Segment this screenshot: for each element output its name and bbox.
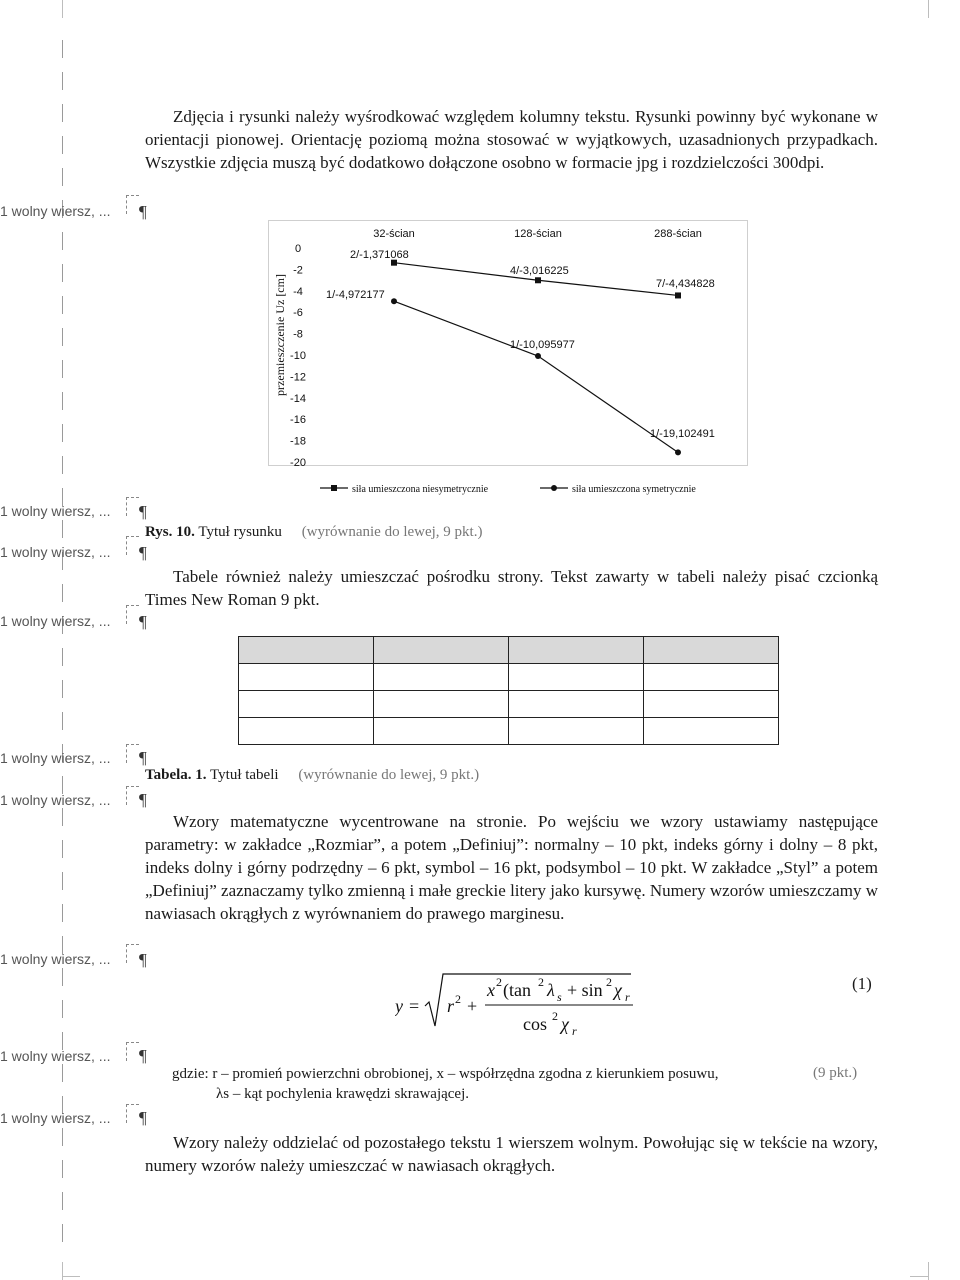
- table-row: [239, 664, 779, 691]
- svg-text:2: 2: [606, 975, 612, 989]
- svg-text:s: s: [557, 990, 562, 1004]
- data-point-marker: [391, 298, 397, 304]
- table-cell[interactable]: [644, 637, 779, 664]
- table-cell[interactable]: [374, 664, 509, 691]
- y-tick-label: -16: [290, 414, 306, 427]
- formula-explanation-line-2: λs – kąt pochylenia krawędzi skrawającej.: [216, 1086, 470, 1102]
- margin-rule-dash: [62, 840, 63, 858]
- comment-connector: [126, 786, 139, 805]
- margin-rule-dash: [62, 328, 63, 346]
- svg-text:χ: χ: [561, 1014, 569, 1034]
- table-caption-label: Tabela. 1.: [145, 767, 207, 783]
- data-point-marker: [675, 292, 681, 298]
- svg-text:2: 2: [455, 992, 461, 1006]
- margin-rule-dash: [62, 648, 63, 666]
- margin-rule-dash: [62, 72, 63, 90]
- crop-mark-top-left: [62, 0, 63, 18]
- margin-comment[interactable]: 1 wolny wiersz, ...: [0, 544, 111, 560]
- svg-text:(tan: (tan: [503, 980, 531, 1000]
- comment-connector: [126, 1042, 139, 1061]
- paragraph-formula-spacing: [145, 1131, 878, 1177]
- margin-rule-dash: [62, 456, 63, 474]
- paragraph-figures-text: Zdjęcia i rysunki należy wyśrodkować względem kolumny tekstu. Rysunki powinny być wykonane w orientacji pionowej. Orientację poziomą można stosować w wyjątkowych, uzasadnionych przypadkach. Wszystkie zdjęcia muszą być dodatkowo dołączone osobno w formacie jpg i rozdzielczości 300dpi.: [145, 107, 878, 172]
- crop-mark-top-right: [928, 0, 929, 18]
- margin-rule-dash: [62, 584, 63, 602]
- comment-connector: [126, 605, 139, 624]
- y-tick-label: -12: [290, 371, 306, 384]
- table-caption: [145, 767, 479, 784]
- pilcrow-mark: ¶: [139, 502, 147, 521]
- y-tick-label: -10: [290, 350, 306, 362]
- data-label: 1/-4,972177: [326, 289, 385, 301]
- data-label: 7/-4,434828: [656, 278, 715, 290]
- y-tick-label: -8: [293, 328, 303, 341]
- margin-rule-dash: [62, 392, 63, 410]
- formula-explanation-note: (9 pkt.): [813, 1065, 858, 1081]
- legend-marker: [331, 485, 337, 491]
- svg-text:r: r: [625, 990, 630, 1004]
- table-caption-title: Tytuł tabeli: [210, 767, 279, 783]
- margin-rule-dash: [62, 232, 63, 250]
- y-axis-label: przemieszczenie Uz [cm]: [273, 274, 287, 396]
- pilcrow-mark: ¶: [139, 612, 147, 631]
- margin-rule-dash: [62, 360, 63, 378]
- margin-rule-dash: [62, 904, 63, 922]
- crop-mark-bottom-left: [62, 1262, 63, 1280]
- table-cell[interactable]: [374, 691, 509, 718]
- margin-rule-dash: [62, 520, 63, 538]
- y-tick-label: -14: [290, 392, 306, 405]
- paragraph-formula-spacing-text: Wzory należy oddzielać od pozostałego tekstu 1 wierszem wolnym. Powołując się w tekście na wzory, numery wzorów należy umieszczać w nawiasach okrągłych.: [145, 1133, 878, 1175]
- category-label: 128-ścian: [514, 228, 562, 240]
- table-cell[interactable]: [644, 664, 779, 691]
- svg-text:+: +: [467, 996, 478, 1016]
- margin-rule-dash: [62, 104, 63, 122]
- margin-comment[interactable]: 1 wolny wiersz, ...: [0, 1110, 111, 1126]
- comment-connector: [126, 195, 139, 214]
- paragraph-figures: [145, 105, 878, 174]
- svg-text:λ: λ: [547, 980, 555, 1000]
- svg-text:cos: cos: [523, 1014, 547, 1034]
- svg-text:=: =: [409, 996, 420, 1016]
- margin-rule-dash: [62, 40, 63, 58]
- category-label: 288-ścian: [654, 228, 702, 240]
- data-label: 2/-1,371068: [350, 249, 409, 261]
- pilcrow-mark: ¶: [139, 950, 147, 969]
- data-point-marker: [535, 353, 541, 359]
- margin-rule-dash: [62, 296, 63, 314]
- table-row: [239, 691, 779, 718]
- pilcrow-mark: ¶: [139, 790, 147, 809]
- paragraph-formulas-text: Wzory matematyczne wycentrowane na stronie. Po wejściu we wzory ustawiamy następujące parametry: w zakładce „Rozmiar”, a potem „Definiuj”: normalny – 10 pkt, indeks górny i dolny – 8 pkt, indeks dolny i górny podrzędny – 6 pkt, symbol – 16 pkt, podsymbol – 10 pkt. W zakładce „Styl” a potem „Definiuj” zaznaczamy tylko zmienną i małe greckie litery jako kursywę. Numery wzorów umieszczamy w nawiasach okrągłych z wyrównaniem do prawego marginesu.: [145, 812, 878, 923]
- svg-text:2: 2: [538, 975, 544, 989]
- margin-rule-dash: [62, 1160, 63, 1178]
- pilcrow-mark: ¶: [139, 543, 147, 562]
- comment-connector: [126, 497, 139, 516]
- margin-rule-dash: [62, 1224, 63, 1242]
- table-header-row: [239, 637, 779, 664]
- margin-rule-dash: [62, 168, 63, 186]
- crop-mark-bottom-line: [62, 1276, 80, 1277]
- margin-comment[interactable]: 1 wolny wiersz, ...: [0, 792, 111, 808]
- crop-mark-bottom-line-right: [910, 1276, 928, 1277]
- margin-rule-dash: [62, 872, 63, 890]
- y-tick-label: 0: [294, 243, 302, 255]
- margin-rule-dash: [62, 1128, 63, 1146]
- margin-rule-dash: [62, 968, 63, 986]
- margin-rule-dash: [62, 712, 63, 730]
- y-tick-label: -2: [293, 264, 303, 277]
- svg-text:χ: χ: [614, 980, 622, 1000]
- svg-text:y: y: [395, 996, 403, 1016]
- svg-text:+ sin: + sin: [567, 980, 603, 1000]
- y-tick-label: -20: [290, 457, 306, 469]
- margin-comment[interactable]: 1 wolny wiersz, ...: [0, 1048, 111, 1064]
- y-tick-label: -18: [290, 435, 306, 448]
- series-line: [394, 301, 678, 452]
- margin-rule-dash: [62, 264, 63, 282]
- data-point-marker: [535, 277, 541, 283]
- figure-caption-label: Rys. 10.: [145, 524, 195, 540]
- table-cell[interactable]: [509, 718, 644, 745]
- table-cell[interactable]: [374, 637, 509, 664]
- comment-connector: [126, 1104, 139, 1123]
- y-tick-label: -6: [293, 307, 303, 320]
- margin-comment[interactable]: 1 wolny wiersz, ...: [0, 503, 111, 519]
- margin-rule-dash: [62, 136, 63, 154]
- table-cell[interactable]: [509, 637, 644, 664]
- table-row: [239, 718, 779, 745]
- svg-text:2: 2: [496, 975, 502, 989]
- margin-comment[interactable]: 1 wolny wiersz, ...: [0, 750, 111, 766]
- paragraph-tables: [145, 565, 878, 611]
- margin-rule-dash: [62, 1000, 63, 1018]
- legend-marker: [551, 485, 557, 491]
- margin-comment[interactable]: 1 wolny wiersz, ...: [0, 203, 111, 219]
- table-cell[interactable]: [239, 664, 374, 691]
- comment-connector: [126, 536, 139, 555]
- figure-caption-title: Tytuł rysunku: [198, 524, 282, 540]
- margin-rule-dash: [62, 1064, 63, 1082]
- line-chart: [268, 220, 750, 498]
- svg-text:x: x: [487, 980, 495, 1000]
- svg-text:2: 2: [552, 1009, 558, 1023]
- pilcrow-mark: ¶: [139, 748, 147, 767]
- table-cell[interactable]: [509, 691, 644, 718]
- figure-caption: [145, 524, 482, 541]
- margin-comment[interactable]: 1 wolny wiersz, ...: [0, 613, 111, 629]
- legend-label: siła umieszczona symetrycznie: [572, 484, 696, 495]
- data-point-marker: [675, 449, 681, 455]
- equation-number: (1): [852, 974, 872, 993]
- table-cell[interactable]: [644, 718, 779, 745]
- svg-text:r: r: [447, 996, 455, 1016]
- data-label: 1/-10,095977: [510, 339, 575, 351]
- pilcrow-mark: ¶: [139, 1046, 147, 1065]
- margin-comment[interactable]: 1 wolny wiersz, ...: [0, 951, 111, 967]
- table-cell[interactable]: [239, 637, 374, 664]
- figure-caption-note: (wyrównanie do lewej, 9 pkt.): [301, 524, 483, 540]
- data-label: 4/-3,016225: [510, 265, 569, 277]
- pilcrow-mark: ¶: [139, 1108, 147, 1127]
- data-label: 1/-19,102491: [650, 428, 715, 440]
- paragraph-tables-text: Tabele również należy umieszczać pośrodku strony. Tekst zawarty w tabeli należy pisać czcionką Times New Roman 9 pkt.: [145, 567, 878, 609]
- margin-rule-dash: [62, 680, 63, 698]
- paragraph-formulas: [145, 810, 878, 925]
- pilcrow-mark: ¶: [139, 202, 147, 221]
- margin-rule-dash: [62, 1192, 63, 1210]
- category-label: 32-ścian: [373, 228, 415, 240]
- crop-mark-bottom-right: [928, 1262, 929, 1280]
- margin-rule-dash: [62, 808, 63, 826]
- sample-table: [238, 636, 779, 745]
- formula-equation: [395, 972, 645, 1042]
- table-cell[interactable]: [239, 718, 374, 745]
- y-tick-label: -4: [293, 285, 303, 298]
- comment-connector: [126, 944, 139, 963]
- svg-text:r: r: [572, 1024, 577, 1038]
- table-cell[interactable]: [239, 691, 374, 718]
- comment-connector: [126, 744, 139, 763]
- margin-rule-dash: [62, 424, 63, 442]
- table-cell[interactable]: [644, 691, 779, 718]
- table-cell[interactable]: [374, 718, 509, 745]
- table-caption-note: (wyrównanie do lewej, 9 pkt.): [298, 767, 480, 783]
- legend-label: siła umieszczona niesymetrycznie: [352, 484, 489, 495]
- table-cell[interactable]: [509, 664, 644, 691]
- formula-explanation-line-1: gdzie: r – promień powierzchni obrobionej, x – współrzędna zgodna z kierunkiem posuwu,: [172, 1066, 719, 1082]
